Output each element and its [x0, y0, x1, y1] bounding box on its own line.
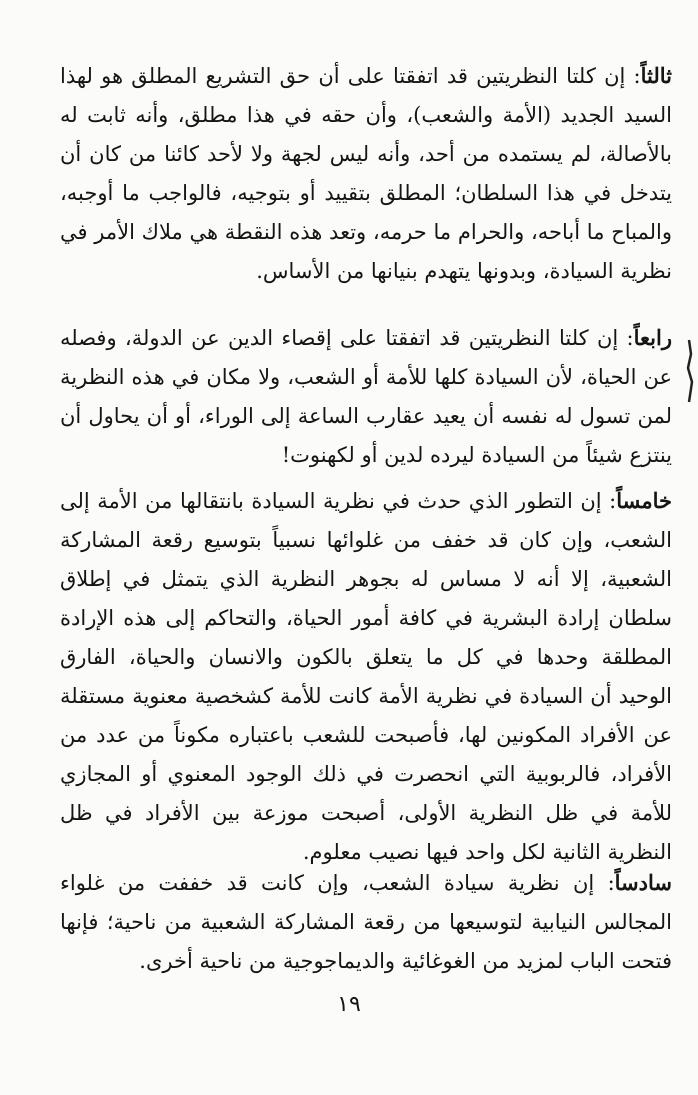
paragraph-fifth [60, 481, 672, 872]
paragraph-body: : إن كلتا النظريتين قد اتفقتا على إقصاء الدين عن الدولة، وفصله عن الحياة، لأن السيادة كلها للأمة أو الشعب، ولا مكان في هذه النظرية لمن تسول له نفسه أن يعيد عقارب الساعة إلى الوراء، أو أن يحاول أن ينتزع شيئاً من السيادة ليرده لدين أو لكهنوت! [60, 326, 672, 467]
scan-edge-mark [684, 338, 694, 404]
paragraph-body: : إن نظرية سيادة الشعب، وإن كانت قد خففت من غلواء المجالس النيابية لتوسيعها من رقعة المشاركة الشعبية من ناحية؛ فإنها فتحت الباب لمزيد من الغوغائية والديماجوجية من ناحية أخرى. [60, 871, 672, 973]
paragraph-heading: سادساً [614, 870, 672, 895]
paragraph-heading: ثالثاً [640, 63, 672, 88]
page-number: ١٩ [337, 992, 361, 1017]
paragraph-heading: خامساً [616, 488, 672, 513]
paragraph-heading: رابعاً [633, 325, 672, 350]
paragraph-body: : إن التطور الذي حدث في نظرية السيادة بانتقالها من الأمة إلى الشعب، وإن كان قد خفف من غلوائها نسبياً بتوسيع رقعة المشاركة الشعبية، إلا أنه لا مساس له بجوهر النظرية الذي يتمثل في إطلاق سلطان إرادة البشرية في كافة أمور الحياة، والتحاكم إلى هذه الإرادة المطلقة وحدها في كل ما يتعلق بالكون والانسان والحياة، الفارق الوحيد أن السيادة في نظرية الأمة كانت للأمة كشخصية معنوية مستقلة عن الأفراد المكونين لها، فأصبحت للشعب باعتباره مكوناً من عدد من الأفراد، فالربوبية التي انحصرت في ذلك الوجود المعنوي أو المجازي للأمة في ظل النظرية الأولى، أصبحت موزعة بين الأفراد في ظل النظرية الثانية لكل واحد فيها نصيب معلوم. [60, 489, 672, 864]
paragraph-body: : إن كلتا النظريتين قد اتفقتا على أن حق التشريع المطلق هو لهذا السيد الجديد (الأمة والشعب)، وأن حقه في هذا مطلق، وأنه ثابت له بالأصالة، لم يستمده من أحد، وأنه ليس لجهة ولا لأحد كائنا من كان أن يتدخل في هذا السلطان؛ المطلق بتقييد أو بتوجيه، فالواجب ما أوجبه، والمباح ما أباحه، والحرام ما حرمه، وتعد هذه النقطة هي ملاك الأمر في نظرية السيادة، وبدونها يتهدم بنيانها من الأساس. [60, 64, 672, 283]
paragraph-third [60, 56, 672, 291]
paragraph-sixth [60, 863, 672, 981]
paragraph-fourth [60, 318, 672, 475]
